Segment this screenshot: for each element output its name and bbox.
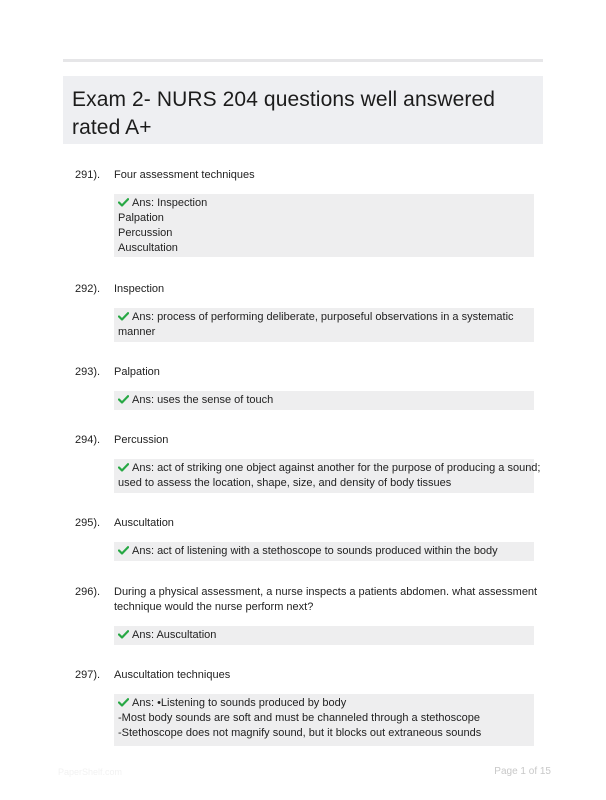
- check-icon: [118, 697, 129, 706]
- footer-watermark: PaperShelf.com: [58, 767, 123, 777]
- check-icon: [118, 462, 129, 471]
- check-icon: [118, 394, 129, 403]
- title-line-1: Exam 2- NURS 204 questions well answered: [72, 88, 496, 111]
- question-text: Percussion: [114, 434, 169, 446]
- question-number: 292).: [75, 283, 101, 295]
- question-number: 293).: [75, 366, 101, 378]
- check-icon: [118, 545, 129, 554]
- question-number: 297).: [75, 669, 101, 681]
- question-text: Palpation: [114, 366, 160, 378]
- answer-box: Ans: process of performing deliberate, purposeful observations in a systematic manner: [114, 308, 534, 342]
- question-text: Auscultation techniques: [114, 669, 231, 681]
- question-number: 294).: [75, 434, 101, 446]
- question-text: Auscultation: [114, 517, 174, 529]
- check-icon: [118, 197, 129, 206]
- answer-box: Ans: uses the sense of touch: [114, 391, 534, 410]
- question-text: Four assessment techniques: [114, 169, 255, 181]
- answer-box: Ans: Inspection Palpation Percussion Auscultation: [114, 194, 534, 257]
- document-title: [72, 86, 533, 142]
- title-banner: [63, 76, 543, 144]
- answer-box: Ans: •Listening to sounds produced by body -Most body sounds are soft and must be channeled through a stethoscope -Stethoscope does not magnify sound, but it blocks out extraneous sounds: [114, 694, 534, 746]
- question-number: 291).: [75, 169, 101, 181]
- title-line-2: rated A+: [72, 116, 152, 139]
- question-text: During a physical assessment, a nurse inspects a patients abdomen. what assessment technique would the nurse perform next?: [114, 586, 538, 613]
- check-icon: [118, 311, 129, 320]
- question-number: 296).: [75, 586, 101, 598]
- answer-box: Ans: act of listening with a stethoscope to sounds produced within the body: [114, 542, 534, 561]
- page-number: Page 1 of 15: [494, 766, 551, 777]
- question-number: 295).: [75, 517, 101, 529]
- question-text: Inspection: [114, 283, 165, 295]
- answer-box: Ans: act of striking one object against another for the purpose of producing a sound; used to assess the location, shape, size, and density of body tissues: [114, 459, 534, 493]
- top-divider: [63, 59, 543, 62]
- check-icon: [118, 629, 129, 638]
- answer-box: Ans: Auscultation: [114, 626, 534, 645]
